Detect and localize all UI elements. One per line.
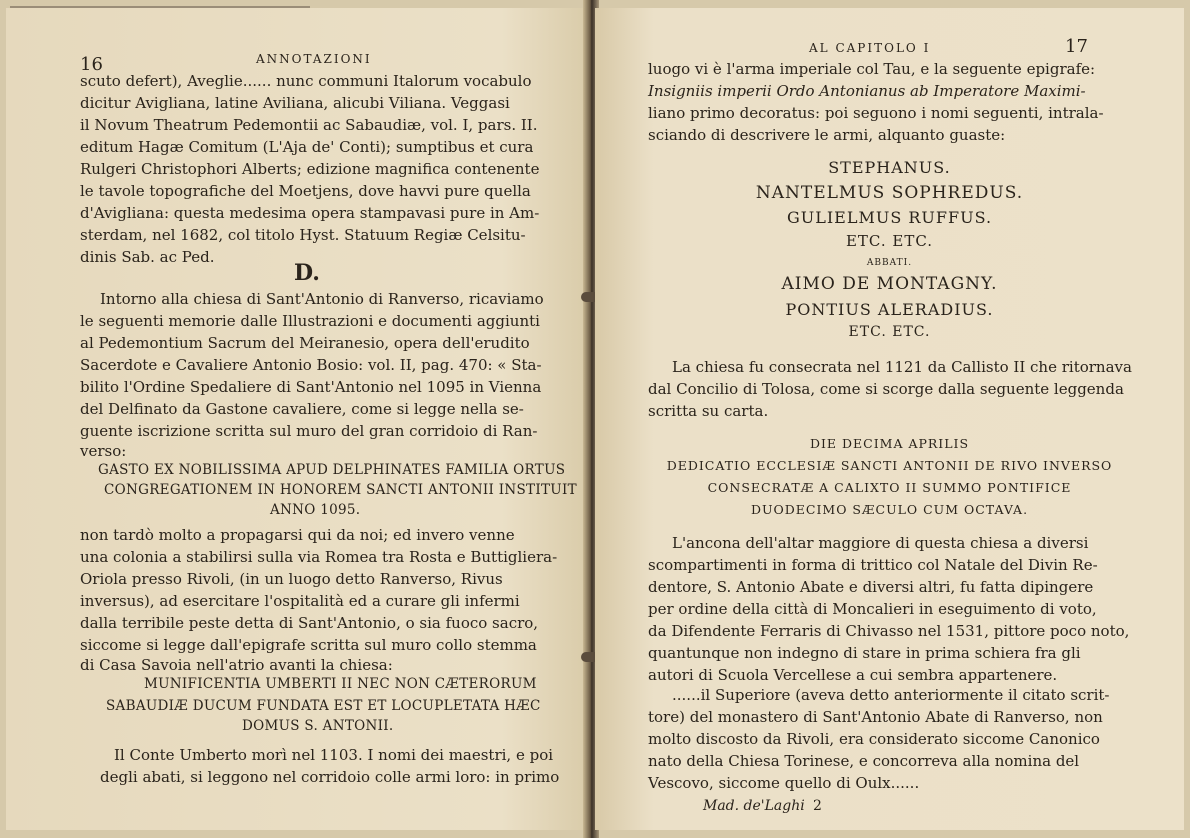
text-line: una colonia a stabilirsi sulla via Romea tra Rosta e Buttigliera- xyxy=(80,548,558,566)
text-line: scuto defert), Aveglie...... nunc communi Italorum vocabulo xyxy=(80,72,532,90)
text-line: Rulgeri Christophori Alberts; edizione magnifica contenente xyxy=(80,160,540,178)
text-line: tore) del monastero di Sant'Antonio Abate di Ranverso, non xyxy=(648,708,1103,726)
text-line: Sacerdote e Cavaliere Antonio Bosio: vol. II, pag. 470: « Sta- xyxy=(80,356,542,374)
inscription-line: DEDICATIO ECCLESIÆ SANCTI ANTONII DE RIVO INVERSO xyxy=(666,458,1113,473)
text-line: inversus), ad esercitare l'ospitalità ed a curare gli infermi xyxy=(80,592,520,610)
text-line: dentore, S. Antonio Abate e diversi altri, fu fatta dipingere xyxy=(648,578,1094,596)
text-line: La chiesa fu consecrata nel 1121 da Callisto II che ritornava xyxy=(672,358,1132,376)
text-line: bilito l'Ordine Spedaliere di Sant'Antonio nel 1095 in Vienna xyxy=(80,378,542,396)
text-line: ......il Superiore (aveva detto anteriormente il citato scrit- xyxy=(672,686,1110,704)
text-line: d'Avigliana: questa medesima opera stampavasi pure in Am- xyxy=(80,204,540,222)
text-line: di Casa Savoia nell'atrio avanti la chiesa: xyxy=(80,656,393,674)
inscription-line: DUODECIMO SÆCULO CUM OCTAVA. xyxy=(750,502,1029,517)
text-line: Intorno alla chiesa di Sant'Antonio di Ranverso, ricaviamo xyxy=(100,290,544,308)
page-number: 17 xyxy=(1065,36,1088,57)
inscription-line: DOMUS S. ANTONII. xyxy=(242,718,394,734)
inscription-line: GASTO EX NOBILISSIMA APUD DELPHINATES FAMILIA ORTUS xyxy=(98,462,566,478)
inscription-line: CONGREGATIONEM IN HONOREM SANCTI ANTONII INSTITUIT xyxy=(104,482,577,498)
text-line: molto discosto da Rivoli, era considerato siccome Canonico xyxy=(648,730,1100,748)
text-line: per ordine della città di Moncalieri in eseguimento di voto, xyxy=(648,600,1097,618)
text-line: sterdam, nel 1682, col titolo Hyst. Statuum Regiæ Celsitu- xyxy=(80,226,526,244)
text-line: liano primo decoratus: poi seguono i nomi seguenti, intrala- xyxy=(648,104,1104,122)
name-line: STEPHANUS. xyxy=(828,158,951,177)
text-line: dicitur Avigliana, latine Aviliana, alicubi Viliana. Veggasi xyxy=(80,94,510,112)
inscription-line: ANNO 1095. xyxy=(270,502,361,518)
page-number: 16 xyxy=(80,54,103,75)
inscription-line: MUNIFICENTIA UMBERTI II NEC NON CÆTERORUM xyxy=(144,676,537,692)
section-letter: D. xyxy=(294,260,320,286)
name-line: ETC. ETC. xyxy=(848,324,931,340)
text-line: Insigniis imperii Ordo Antonianus ab Imperatore Maximi- xyxy=(648,82,1086,100)
running-head: AL CAPITOLO I xyxy=(809,41,931,55)
text-line: dalla terribile peste detta di Sant'Antonio, o sia fuoco sacro, xyxy=(80,614,539,632)
text-line: dal Concilio di Tolosa, come si scorge dalla seguente leggenda xyxy=(648,380,1124,398)
left-page xyxy=(6,8,589,830)
text-line: dinis Sab. ac Ped. xyxy=(80,248,215,266)
text-line: del Delfinato da Gastone cavaliere, come si legge nella se- xyxy=(80,400,524,418)
text-line: le tavole topografiche del Moetjens, dove havvi pure quella xyxy=(80,182,531,200)
text-line: il Novum Theatrum Pedemontii ac Sabaudiæ, vol. I, pars. II. xyxy=(80,116,538,134)
text-line: quantunque non indegno di stare in prima schiera fra gli xyxy=(648,644,1081,662)
text-line: le seguenti memorie dalle Illustrazioni e documenti aggiunti xyxy=(80,312,540,330)
text-line: guente iscrizione scritta sul muro del gran corridoio di Ran- xyxy=(80,422,538,440)
text-line: degli abati, si leggono nel corridoio colle armi loro: in primo xyxy=(100,768,560,786)
name-line: GULIELMUS RUFFUS. xyxy=(786,208,993,227)
footer-signature: Mad. de'Laghi xyxy=(703,798,805,814)
text-line: Vescovo, siccome quello di Oulx...... xyxy=(648,774,920,792)
text-line: da Difendente Ferraris di Chivasso nel 1531, pittore poco noto, xyxy=(648,622,1130,640)
text-line: scompartimenti in forma di trittico col Natale del Divin Re- xyxy=(648,556,1098,574)
name-line: ETC. ETC. xyxy=(845,232,934,250)
text-line: Il Conte Umberto morì nel 1103. I nomi dei maestri, e poi xyxy=(114,746,554,764)
signature-number: 2 xyxy=(813,798,822,814)
text-line: editum Hagæ Comitum (L'Aja de' Conti); sumptibus et cura xyxy=(80,138,534,156)
text-line: sciando di descrivere le armi, alquanto guaste: xyxy=(648,126,1006,144)
text-line: non tardò molto a propagarsi qui da noi; ed invero venne xyxy=(80,526,515,544)
text-line: al Pedemontium Sacrum del Meiranesio, opera dell'erudito xyxy=(80,334,530,352)
running-head: ANNOTAZIONI xyxy=(256,52,372,66)
inscription-line: DIE DECIMA APRILIS xyxy=(809,436,970,451)
text-line: verso: xyxy=(80,442,127,460)
text-line: scritta su carta. xyxy=(648,402,769,420)
abbati-label: ABBATI. xyxy=(866,258,913,268)
name-line: PONTIUS ALERADIUS. xyxy=(785,300,994,319)
text-line: Oriola presso Rivoli, (in un luogo detto Ranverso, Rivus xyxy=(80,570,503,588)
text-line: luogo vi è l'arma imperiale col Tau, e la seguente epigrafe: xyxy=(648,60,1096,78)
right-page xyxy=(595,8,1184,830)
inscription-line: CONSECRATÆ A CALIXTO II SUMMO PONTIFICE xyxy=(707,480,1072,495)
text-line: L'ancona dell'altar maggiore di questa chiesa a diversi xyxy=(672,534,1089,552)
name-line: NANTELMUS SOPHREDUS. xyxy=(755,183,1024,203)
text-line: siccome si legge dall'epigrafe scritta sul muro collo stemma xyxy=(80,636,537,654)
text-line: nato della Chiesa Torinese, e concorreva alla nomina del xyxy=(648,752,1080,770)
name-line: AIMO DE MONTAGNY. xyxy=(781,274,998,294)
text-line: autori di Scuola Vercellese a cui sembra appartenere. xyxy=(648,666,1058,684)
inscription-line: SABAUDIÆ DUCUM FUNDATA EST ET LOCUPLETATA HÆC xyxy=(106,698,541,714)
